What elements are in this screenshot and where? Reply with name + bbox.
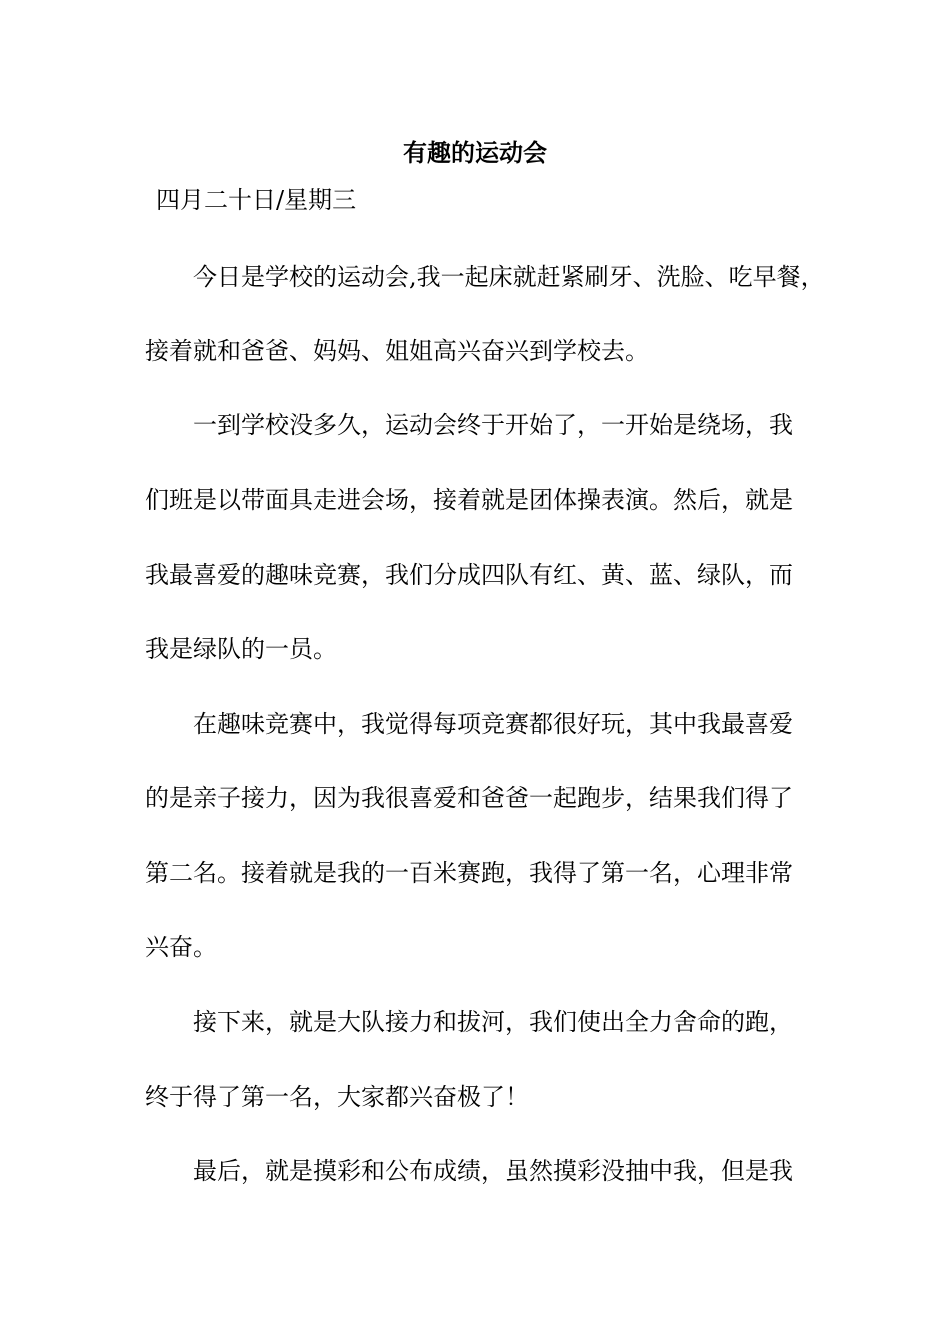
text-line-3: 一到学校没多久，运动会终于开始了，一开始是绕场，我	[193, 411, 793, 439]
text-line-1: 今日是学校的运动会,我一起床就赶紧刷牙、洗脸、吃早餐，	[193, 263, 825, 291]
text-line-5: 我最喜爱的趣味竞赛，我们分成四队有红、黄、蓝、绿队，而	[145, 561, 793, 589]
text-line-6: 我是绿队的一员。	[145, 635, 337, 663]
text-line-7: 在趣味竞赛中，我觉得每项竞赛都很好玩，其中我最喜爱	[193, 710, 793, 738]
text-line-13: 最后，就是摸彩和公布成绩，虽然摸彩没抽中我，但是我	[193, 1157, 793, 1185]
text-line-9: 第二名。接着就是我的一百米赛跑，我得了第一名，心理非常	[145, 859, 793, 887]
text-line-11: 接下来，就是大队接力和拔河，我们使出全力舍命的跑，	[193, 1008, 793, 1036]
text-line-12: 终于得了第一名，大家都兴奋极了！	[145, 1083, 529, 1111]
document-title: 有趣的运动会	[403, 139, 547, 167]
text-line-2: 接着就和爸爸、妈妈、姐姐高兴奋兴到学校去。	[145, 337, 649, 365]
date-line: 四月二十日/星期三	[156, 186, 357, 214]
text-line-10: 兴奋。	[145, 933, 217, 961]
text-line-4: 们班是以带面具走进会场，接着就是团体操表演。然后，就是	[145, 486, 793, 514]
text-line-8: 的是亲子接力，因为我很喜爱和爸爸一起跑步，结果我们得了	[145, 784, 793, 812]
